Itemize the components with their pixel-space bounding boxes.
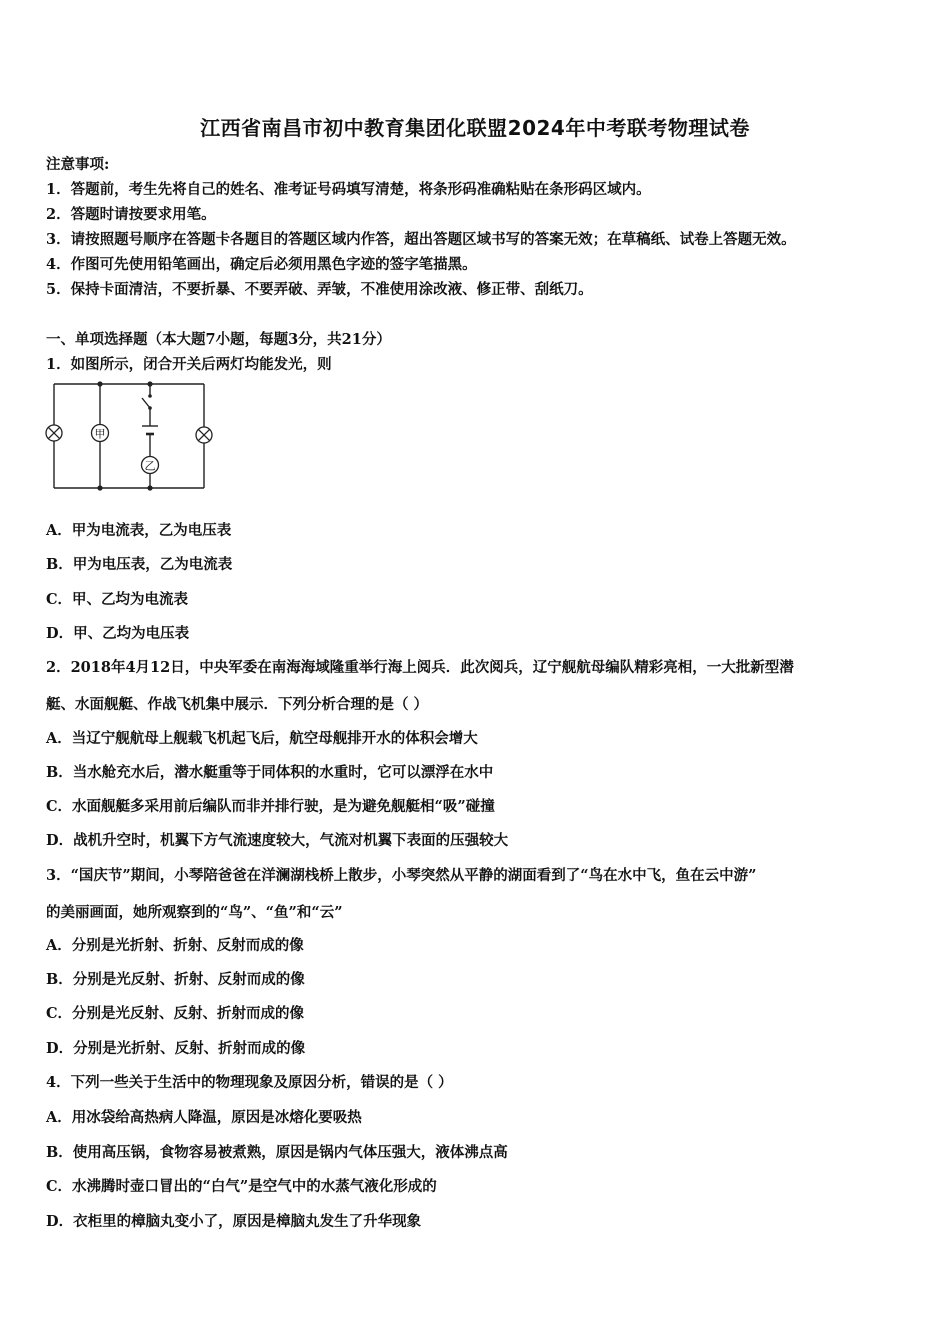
meter-jia-label: 甲 (94, 427, 106, 441)
option-item: C．甲、乙均为电流表 (46, 591, 189, 608)
notice-heading: 注意事项: (46, 156, 110, 173)
option-item: C．水面舰艇多采用前后编队而非并排行驶，是为避免舰艇相“吸”碰撞 (46, 798, 495, 815)
junction-dot (97, 485, 102, 490)
option-item: C．分别是光反射、反射、折射而成的像 (46, 1005, 305, 1022)
option-item: D．甲、乙均为电压表 (46, 625, 190, 642)
question-3-stem: 的美丽画面，她所观察到的“鸟”、“鱼”和“云” (46, 904, 343, 921)
option-item: B．使用高压锅，食物容易被煮熟，原因是锅内气体压强大，液体沸点高 (46, 1144, 508, 1161)
document-title: 江西省南昌市初中教育集团化联盟2024年中考联考物理试卷 (200, 116, 750, 140)
question-4-stem: 4．下列一些关于生活中的物理现象及原因分析，错误的是（ ） (46, 1074, 453, 1091)
option-item: A．用冰袋给高热病人降温，原因是冰熔化要吸热 (46, 1109, 362, 1126)
meter-yi-label: 乙 (144, 459, 156, 473)
notice-item: 3．请按照题号顺序在答题卡各题目的答题区域内作答，超出答题区域书写的答案无效；在草稿纸、试卷上答题无效。 (46, 231, 796, 248)
option-item: D．战机升空时，机翼下方气流速度较大，气流对机翼下表面的压强较大 (46, 832, 509, 849)
option-item: B．分别是光反射、折射、反射而成的像 (46, 971, 305, 988)
question-1-stem: 1．如图所示，闭合开关后两灯均能发光，则 (46, 356, 332, 373)
junction-dot (147, 485, 152, 490)
option-item: D．分别是光折射、反射、折射而成的像 (46, 1040, 306, 1057)
switch-contact (148, 406, 152, 410)
notice-item: 2．答题时请按要求用笔。 (46, 206, 216, 223)
switch-contact (148, 394, 152, 398)
question-2-stem: 2．2018年4月12日，中央军委在南海海域隆重举行海上阅兵．此次阅兵，辽宁舰航母编队精彩亮相，一大批新型潜 (46, 659, 794, 676)
lamp-left-icon (46, 425, 62, 441)
notice-item: 4．作图可先使用铅笔画出，确定后必须用黑色字迹的签字笔描黑。 (46, 256, 477, 273)
question-2-stem: 艇、水面舰艇、作战飞机集中展示．下列分析合理的是（ ） (46, 696, 429, 713)
option-item: A．分别是光折射、折射、反射而成的像 (46, 937, 304, 954)
option-item: A．甲为电流表，乙为电压表 (46, 522, 232, 539)
junction-dot (147, 381, 152, 386)
lamp-right-icon (196, 427, 212, 443)
circuit-diagram (42, 376, 222, 496)
option-item: B．甲为电压表，乙为电流表 (46, 556, 233, 573)
option-item: A．当辽宁舰航母上舰载飞机起飞后，航空母舰排开水的体积会增大 (46, 730, 478, 747)
question-3-stem: 3．“国庆节”期间，小琴陪爸爸在洋澜湖栈桥上散步，小琴突然从平静的湖面看到了“鸟在水中飞，鱼在云中游” (46, 867, 757, 884)
notice-item: 5．保持卡面清洁，不要折暴、不要弄破、弄皱，不准使用涂改液、修正带、刮纸刀。 (46, 281, 593, 298)
junction-dot (97, 381, 102, 386)
option-item: C．水沸腾时壶口冒出的“白气”是空气中的水蒸气液化形成的 (46, 1178, 437, 1195)
option-item: B．当水舱充水后，潜水艇重等于同体积的水重时，它可以漂浮在水中 (46, 764, 494, 781)
section-heading: 一、单项选择题（本大题7小题，每题3分，共21分） (46, 331, 391, 348)
notice-item: 1．答题前，考生先将自己的姓名、准考证号码填写清楚，将条形码准确粘贴在条形码区域内。 (46, 181, 651, 198)
switch-blade (142, 398, 150, 408)
option-item: D．衣柜里的樟脑丸变小了，原因是樟脑丸发生了升华现象 (46, 1213, 422, 1230)
